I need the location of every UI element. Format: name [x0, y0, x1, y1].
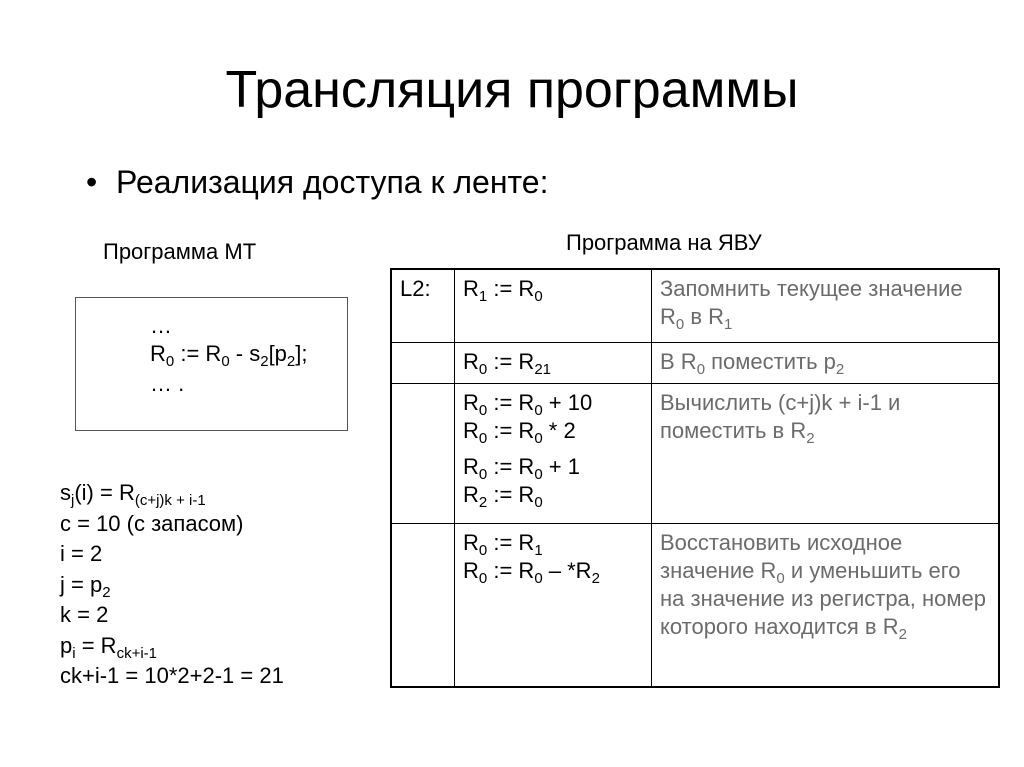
formula-result: ck+i-1 = 10*2+2-1 = 21 [60, 663, 284, 688]
bullet-item [86, 162, 548, 202]
code-line: $R_1$ := $R_0$ [463, 276, 543, 305]
comment-cell: В $R_0$ поместить $p_2$ [652, 342, 1000, 383]
code-line: $R_0$ := $R_0 * 2$ [463, 417, 576, 447]
code-cell [455, 269, 652, 342]
label-cell [391, 342, 455, 383]
formula-i: i = 2 [60, 541, 103, 566]
yavu-program-caption: Программа на ЯВУ [566, 230, 762, 255]
code-cell [455, 523, 652, 687]
mt-program-box [75, 297, 348, 431]
code-line: $R_0$ := $R_{21}$ [463, 348, 551, 378]
bullet-dot-icon: • [86, 164, 98, 200]
mt-line-1: … [150, 313, 172, 338]
formula-sj: $s_j(i) = R_{(c+j)k + i-1}$ [60, 480, 206, 509]
comment-cell: Вычислить (c+j)k + i-1 и поместить в $R_2$ [652, 383, 1000, 523]
formulas-block [60, 478, 284, 692]
yavu-program-table [390, 268, 1000, 688]
formula-pi: $p_i = R_{ck+i-1}$ [60, 632, 157, 662]
code-line: $R_2$ := $R_0$ [463, 481, 543, 511]
code-cell [455, 342, 652, 383]
formula-j: $j = p_2$ [60, 571, 111, 601]
mt-line-3: … . [150, 371, 185, 396]
table-row [391, 383, 999, 523]
code-cell [455, 383, 652, 523]
comment-cell: Восстановить исходное значение $R_0$ и уменьшить его на значение из регистра, номер которого находится в $R_2$ [652, 523, 1000, 687]
table-row [391, 523, 999, 687]
slide-title: Трансляция программы [225, 61, 799, 119]
formula-c: c = 10 (с запасом) [60, 510, 244, 536]
code-line: $R_0$ := $R_0 + 10$ [463, 389, 593, 419]
mt-program-caption: Программа МТ [103, 239, 257, 264]
label-cell [391, 523, 455, 687]
label-cell: L2: [391, 269, 455, 342]
comment-cell: Запомнить текущее значение $R_0$ в $R_1$ [652, 269, 1000, 342]
code-line: $R_0$ := $R_0 - *R_2$ [463, 557, 600, 587]
bullet-text: Реализация доступа к ленте: [116, 164, 549, 200]
mt-line-2: $R_0$ := $R_0 - s_2[p_2]$; [150, 341, 308, 370]
table-row [391, 269, 999, 342]
formula-k: k = 2 [60, 602, 109, 627]
code-line: $R_0$ := $R_0 + 1$ [463, 453, 580, 483]
table-row [391, 342, 999, 383]
code-line: $R_0$ := $R_1$ [463, 529, 543, 559]
label-cell [391, 383, 455, 523]
